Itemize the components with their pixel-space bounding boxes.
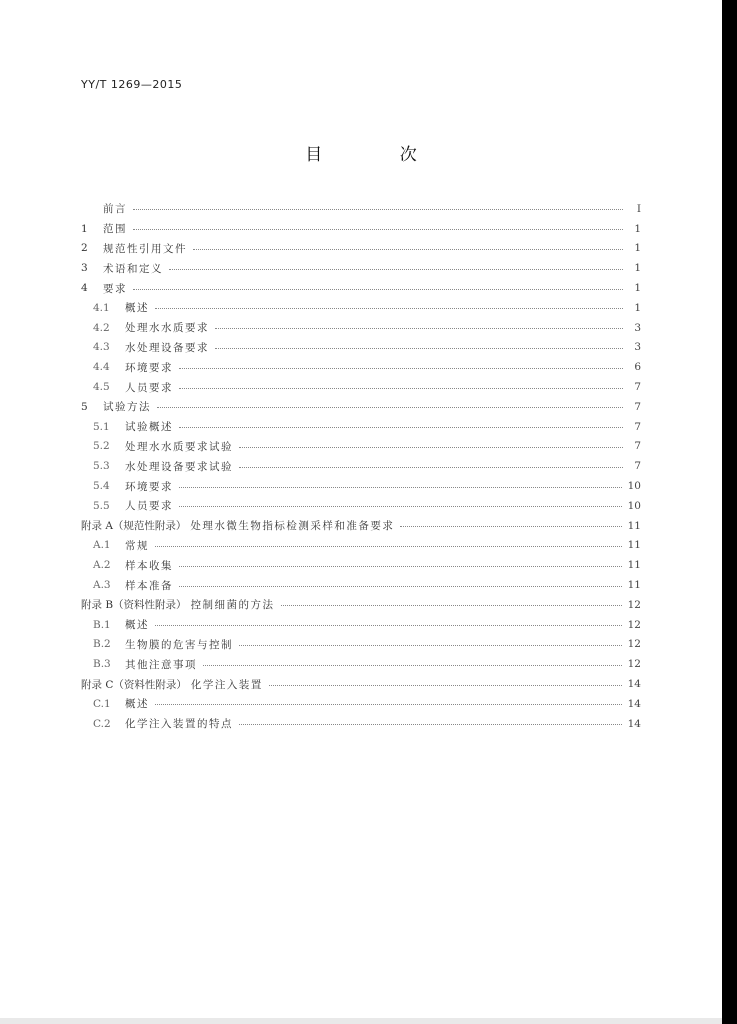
toc-entry[interactable] — [81, 417, 641, 437]
toc-entry-page: 12 — [627, 658, 641, 671]
page-bottom-edge — [0, 1018, 722, 1024]
toc-entry[interactable] — [81, 615, 641, 635]
toc-entry-title: 概述 — [125, 302, 149, 315]
toc-entry-title: 要求 — [103, 282, 127, 295]
toc-dot-leader — [215, 328, 623, 329]
toc-entry-title: 人员要求 — [125, 381, 173, 394]
toc-entry-page: 3 — [634, 341, 641, 354]
toc-entry[interactable] — [81, 298, 641, 318]
toc-dot-leader — [157, 407, 623, 408]
standard-code-header: YY/T 1269—2015 — [81, 78, 183, 91]
toc-entry-number: 4.2 — [93, 321, 110, 334]
toc-entry-page: 7 — [634, 420, 641, 433]
toc-entry[interactable] — [81, 338, 641, 358]
toc-entry[interactable] — [81, 694, 641, 714]
toc-dot-leader — [133, 289, 623, 290]
toc-entry-title: 规范性引用文件 — [103, 242, 187, 255]
toc-entry-page: 12 — [627, 618, 641, 631]
toc-entry[interactable] — [81, 496, 641, 516]
toc-entry[interactable] — [81, 536, 641, 556]
toc-entry-title: 范围 — [103, 223, 127, 236]
toc-dot-leader — [155, 546, 622, 547]
toc-entry-title: 常规 — [125, 539, 149, 552]
toc-dot-leader — [179, 586, 622, 587]
toc-entry-number: 5.3 — [93, 460, 110, 473]
toc-dot-leader — [169, 269, 623, 270]
toc-entry-number: B.1 — [93, 618, 111, 631]
toc-entry-page: 11 — [627, 559, 641, 572]
toc-entry-number: A.2 — [93, 559, 111, 572]
toc-entry-number: 4.3 — [93, 341, 110, 354]
toc-dot-leader — [400, 526, 621, 527]
toc-entry-title: 水处理设备要求试验 — [125, 460, 233, 473]
toc-entry-title: 处理水水质要求试验 — [125, 440, 233, 453]
toc-entry-number: 4.1 — [93, 301, 110, 314]
toc-entry-title: 生物膜的危害与控制 — [125, 638, 233, 651]
toc-entry-title: 水处理设备要求 — [125, 341, 209, 354]
toc-entry-number: 附录 C（资料性附录） — [81, 678, 187, 691]
toc-entry-title: 概述 — [125, 698, 149, 711]
toc-entry-page: 14 — [627, 678, 641, 691]
toc-entry-number: A.1 — [93, 539, 111, 552]
toc-dot-leader — [155, 308, 623, 309]
toc-dot-leader — [155, 625, 622, 626]
toc-entry-title: 试验方法 — [103, 401, 151, 414]
toc-dot-leader — [133, 209, 623, 210]
toc-entry[interactable] — [81, 516, 641, 536]
toc-entry-page: Ⅰ — [636, 202, 641, 215]
toc-dot-leader — [179, 506, 622, 507]
toc-dot-leader — [179, 487, 622, 488]
toc-entry-page: 1 — [634, 262, 641, 275]
toc-entry-number: A.3 — [93, 579, 111, 592]
toc-entry-page: 7 — [634, 460, 641, 473]
toc-entry-title: 处理水水质要求 — [125, 322, 209, 335]
toc-entry[interactable] — [81, 595, 641, 615]
toc-entry-number: 2 — [81, 242, 88, 255]
toc-entry[interactable] — [81, 674, 641, 694]
toc-dot-leader — [215, 348, 623, 349]
toc-entry-title: 其他注意事项 — [125, 658, 197, 671]
toc-entry-page: 10 — [627, 499, 641, 512]
toc-entry-page: 10 — [627, 480, 641, 493]
toc-dot-leader — [269, 685, 622, 686]
toc-entry[interactable] — [81, 239, 641, 259]
toc-entry-title: 化学注入装置 — [190, 678, 263, 691]
toc-entry-title: 前言 — [103, 203, 127, 216]
toc-entry-page: 7 — [634, 440, 641, 453]
toc-entry-number: 5 — [81, 400, 88, 413]
toc-entry[interactable] — [81, 219, 641, 239]
toc-entry-page: 14 — [627, 697, 641, 710]
toc-entry[interactable] — [81, 357, 641, 377]
toc-dot-leader — [239, 447, 623, 448]
toc-dot-leader — [179, 388, 623, 389]
toc-dot-leader — [193, 249, 623, 250]
toc-entry-number: B.3 — [93, 658, 111, 671]
toc-dot-leader — [155, 704, 622, 705]
toc-entry-title: 试验概述 — [125, 421, 173, 434]
toc-entry[interactable] — [81, 714, 641, 734]
toc-entry-page: 7 — [634, 381, 641, 394]
toc-entry-page: 11 — [627, 539, 641, 552]
toc-entry[interactable] — [81, 575, 641, 595]
toc-entry-number: 附录 B（资料性附录） — [81, 599, 187, 612]
toc-entry-page: 7 — [634, 400, 641, 413]
toc-entry[interactable] — [81, 456, 641, 476]
toc-entry-number: 5.1 — [93, 420, 110, 433]
toc-entry-page: 11 — [627, 579, 641, 592]
toc-dot-leader — [239, 724, 622, 725]
toc-entry-page: 14 — [627, 717, 641, 730]
toc-entry[interactable] — [81, 258, 641, 278]
toc-entry-number: 5.2 — [93, 440, 110, 453]
toc-entry-number: 4.5 — [93, 381, 110, 394]
toc-entry[interactable] — [81, 437, 641, 457]
page-title: 目 次 — [305, 145, 453, 165]
toc-entry[interactable] — [81, 318, 641, 338]
toc-entry-title: 环境要求 — [125, 361, 173, 374]
toc-entry-page: 1 — [634, 222, 641, 235]
toc-entry-page: 12 — [627, 598, 641, 611]
toc-entry-title: 化学注入装置的特点 — [125, 718, 233, 731]
toc-dot-leader — [239, 645, 622, 646]
toc-entry-page: 12 — [627, 638, 641, 651]
toc-entry-number: 5.5 — [93, 499, 110, 512]
toc-entry-page: 1 — [634, 242, 641, 255]
toc-entry-number: C.1 — [93, 697, 111, 710]
toc-entry-number: C.2 — [93, 717, 111, 730]
toc-entry[interactable] — [81, 278, 641, 298]
toc-dot-leader — [239, 467, 623, 468]
toc-dot-leader — [133, 229, 623, 230]
toc-entry-number: 4.4 — [93, 361, 110, 374]
toc-entry-title: 样本准备 — [125, 579, 173, 592]
toc-entry-title: 环境要求 — [125, 480, 173, 493]
toc-dot-leader — [179, 566, 622, 567]
toc-entry[interactable] — [81, 377, 641, 397]
toc-entry-number: 4 — [81, 282, 88, 295]
toc-entry[interactable] — [81, 654, 641, 674]
toc-dot-leader — [179, 368, 623, 369]
toc-entry-title: 样本收集 — [125, 559, 173, 572]
toc-entry[interactable] — [81, 635, 641, 655]
toc-entry-number: 5.4 — [93, 480, 110, 493]
toc-entry[interactable] — [81, 397, 641, 417]
toc-entry-number: B.2 — [93, 638, 111, 651]
toc-entry-title: 概述 — [125, 619, 149, 632]
toc-entry-title: 术语和定义 — [103, 262, 163, 275]
toc-entry-title: 处理水微生物指标检测采样和准备要求 — [190, 520, 395, 533]
table-of-contents — [81, 199, 641, 734]
toc-dot-leader — [203, 665, 622, 666]
toc-entry[interactable] — [81, 555, 641, 575]
toc-entry-number: 3 — [81, 262, 88, 275]
toc-entry-page: 11 — [627, 519, 641, 532]
toc-dot-leader — [179, 427, 623, 428]
toc-entry-page: 3 — [634, 321, 641, 334]
toc-entry[interactable] — [81, 476, 641, 496]
toc-entry[interactable] — [81, 199, 641, 219]
toc-entry-title: 控制细菌的方法 — [190, 599, 275, 612]
toc-entry-title: 人员要求 — [125, 500, 173, 513]
toc-dot-leader — [281, 605, 622, 606]
toc-entry-page: 6 — [634, 361, 641, 374]
toc-entry-page: 1 — [634, 301, 641, 314]
toc-entry-number: 1 — [81, 222, 88, 235]
toc-entry-number: 附录 A（规范性附录） — [81, 520, 187, 533]
toc-entry-page: 1 — [634, 282, 641, 295]
